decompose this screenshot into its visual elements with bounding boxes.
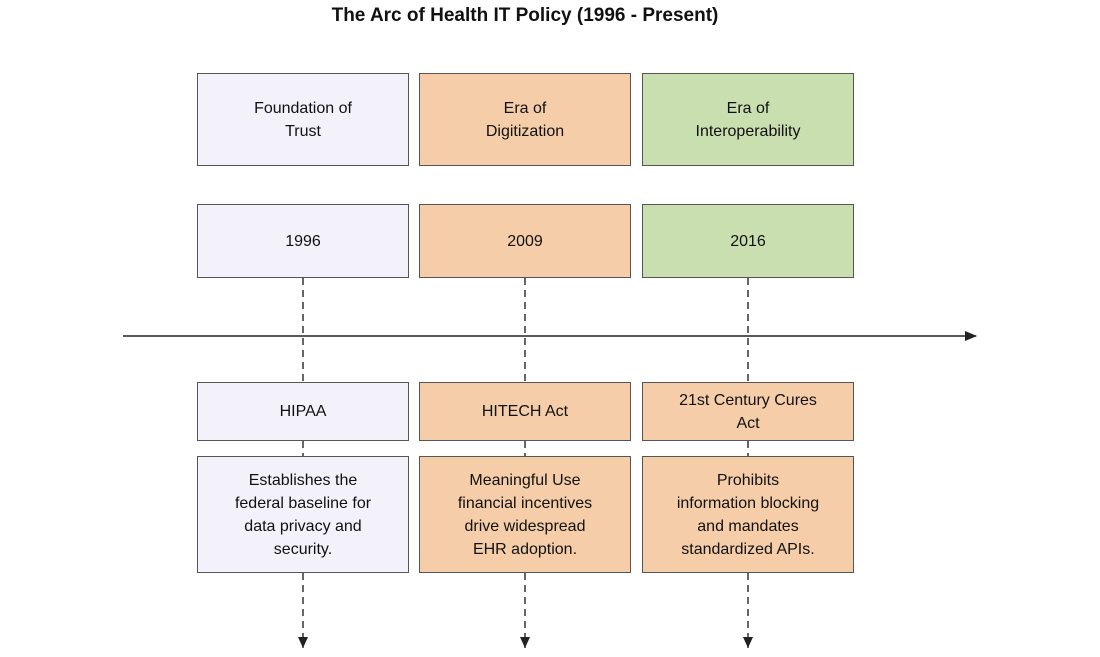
year-box-1996: 1996 (197, 204, 409, 278)
arrowhead-2016 (743, 637, 753, 648)
law-box-hitech: HITECH Act (419, 382, 631, 441)
law-box-cures-act: 21st Century Cures Act (642, 382, 854, 441)
arrowhead-2009 (520, 637, 530, 648)
era-box-interoperability: Era of Interoperability (642, 73, 854, 166)
description-box-hipaa: Establishes the federal baseline for data privacy and security. (197, 456, 409, 573)
law-box-hipaa: HIPAA (197, 382, 409, 441)
arrowhead-1996 (298, 637, 308, 648)
year-box-2009: 2009 (419, 204, 631, 278)
era-box-digitization: Era of Digitization (419, 73, 631, 166)
era-box-foundation: Foundation of Trust (197, 73, 409, 166)
year-box-2016: 2016 (642, 204, 854, 278)
page-title: The Arc of Health IT Policy (1996 - Present) (331, 5, 719, 26)
description-box-hitech: Meaningful Use financial incentives drive widespread EHR adoption. (419, 456, 631, 573)
description-box-cures-act: Prohibits information blocking and mandates standardized APIs. (642, 456, 854, 573)
